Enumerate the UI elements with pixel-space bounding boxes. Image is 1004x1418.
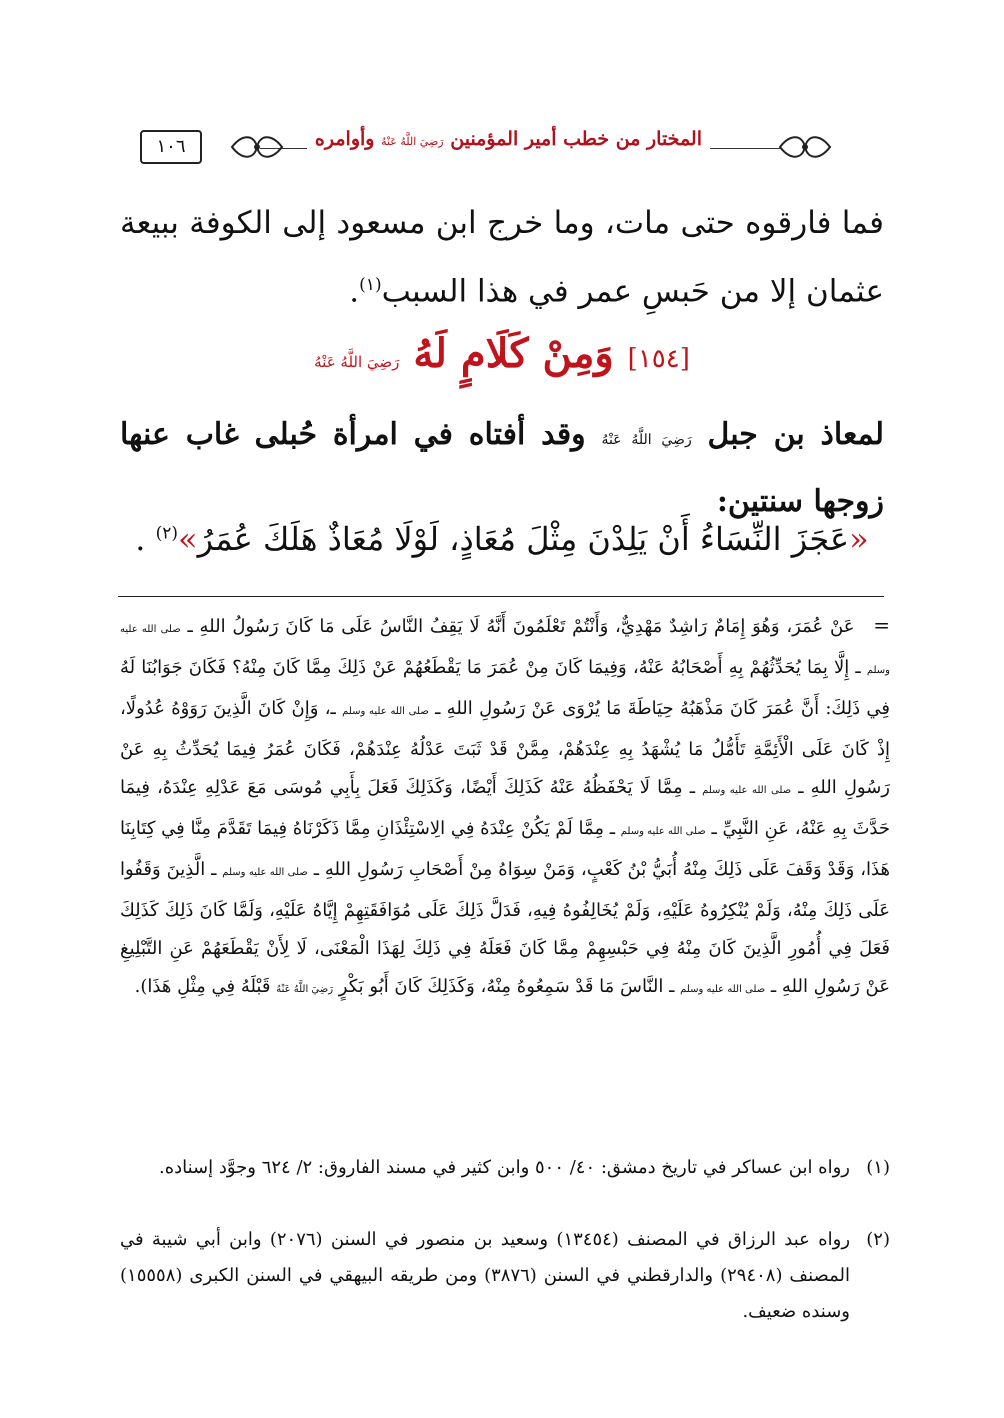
page-number: ١٠٦ — [140, 130, 202, 164]
running-title — [307, 128, 710, 150]
footnote-2 — [120, 1222, 890, 1330]
paragraph-text: فما فارقوه حتى مات، وما خرج ابن مسعود إلى الكوفة ببيعة عثمان إلا من حَبسِ عمر في هذا السبب — [120, 205, 884, 310]
footnote-number: (٢) — [866, 1229, 890, 1250]
footnote-text: رواه ابن عساكر في تاريخ دمشق: ٤٠/ ٥٠٠ وابن كثير في مسند الفاروق: ٢/ ٦٢٤ وجوَّد إسناده. — [158, 1157, 850, 1178]
ornament-right-icon — [776, 132, 834, 162]
salutation: صلى الله عليه وسلم — [120, 624, 890, 676]
salutation: صلى الله عليه وسلم — [222, 867, 308, 878]
intro-honorific: رَضِيَ اللَّهُ عَنْهُ — [601, 432, 692, 448]
footnote-text: ـ النَّاسَ مَا قَدْ سَمِعُوهُ مِنْهُ، وَكَذَلِكَ كَانَ أَبُو بَكْرٍ — [338, 976, 675, 997]
body-paragraph — [120, 192, 884, 322]
running-title-text: المختار من خطب أمير المؤمنين — [450, 128, 702, 150]
quote — [120, 520, 884, 558]
salutation: صلى الله عليه وسلم — [342, 706, 429, 717]
footnote-text: عَنْ عُمَرَ، وَهُوَ إِمَامٌ رَاشِدٌ مَهْدِيٌّ، وَأَنْتُمْ تَعْلَمُونَ أَنَّهُ لَا يَقِفُ النَّاسُ عَلَى مَا كَانَ رَسُولُ اللهِ ـ — [187, 616, 855, 637]
quote-text: عَجَزَ النِّسَاءُ أَنْ يَلِدْنَ مِثْلَ مُعَاذٍ، لَوْلَا مُعَاذٌ هَلَكَ عُمَرُ — [197, 520, 850, 558]
footnote-text: ـ مِمَّا لَمْ يَكُنْ عِنْدَهُ فِي الِاسْتِئْذَانِ مِمَّا ذَكَرْنَاهُ فِيمَا تَقَدَّمَ مِنَّا فِي كِتَابِنَا هَذَا، وَقَدْ وَقَفَ عَلَى ذَلِكَ مِنْهُ أُبَيُّ بْنُ كَعْبٍ، وَمَنْ سِوَاهُ مِنْ أَصْحَابِ رَسُولِ اللهِ ـ — [120, 818, 890, 880]
quote-end: . — [135, 520, 146, 558]
section-number: [١٥٤] — [627, 344, 690, 374]
quote-open-mark: « — [849, 520, 869, 558]
section-honorific: رَضِيَ اللَّهُ عَنْهُ — [314, 353, 400, 371]
ornament-left-icon — [228, 132, 286, 162]
footnote-1 — [120, 1150, 890, 1186]
paragraph-end: . — [349, 273, 360, 310]
footnote-text: ـ، وَإِنْ كَانَ الَّذِينَ رَوَوْهُ عُدُولًا، إِذْ كَانَ عَلَى الْأَئِمَّةِ تَأَمُّلُ مَا يُشْهَدُ بِهِ عِنْدَهُمْ، مِمَّنْ قَدْ ثَبَتَ عَدْلُهُ عِنْدَهُمْ، فَكَانَ عُمَرُ فِيمَا يُحَدِّثُ بِهِ عَنْ رَسُولِ اللهِ ـ — [120, 698, 890, 798]
running-title-honorific: رَضِيَ اللَّهُ عَنْهُ — [381, 135, 444, 148]
salutation: صلى الله عليه وسلم — [702, 785, 792, 796]
running-title-suffix: وأوامره — [314, 128, 375, 150]
footnote-ref: (١) — [359, 275, 382, 295]
section-heading — [120, 330, 884, 377]
footnote-text: ـ مِمَّا لَا يَحْفَظُهُ عَنْهُ كَذَلِكَ أَيْضًا، وَكَذَلِكَ فَعَلَ بِأَبِي مُوسَى مَعَ عَدْلِهِ عِنْدَهُ، فِيمَا حَدَّثَ بِهِ عَنْهُ، عَنِ النَّبِيِّ ـ — [120, 777, 890, 839]
footnote-number: (١) — [866, 1157, 890, 1178]
footnote-text: رواه عبد الرزاق في المصنف (١٣٤٥٤) وسعيد بن منصور في السنن (٢٠٧٦) وابن أبي شيبة في المصنف (٢٩٤٠٨) والدارقطني في السنن (٣٨٧٦) ومن طريقه البيهقي في السنن الكبرى (١٥٥٥٨) وسنده ضعيف. — [120, 1229, 851, 1322]
intro-text-2: وقد أفتاه في امرأة حُبلى غاب عنها زوجها سنتين: — [120, 417, 884, 519]
intro-text-1: لمعاذ بن جبل — [707, 417, 884, 452]
footnote-text: ـ الَّذِينَ وَقَفُوا عَلَى ذَلِكَ مِنْهُ، وَلَمْ يُنْكِرُوهُ عَلَيْهِ، وَلَمْ يُخَالِفُوهُ فِيهِ، فَدَلَّ ذَلِكَ عَلَى مُوَافَقَتِهِمْ إِيَّاهُ عَلَيْهِ، وَلَمَّا كَانَ ذَلِكَ كَذَلِكَ فَعَلَ فِي أُمُورِ الَّذِينَ كَانَ مِنْهُ فِي حَبْسِهِمْ مِمَّا كَانَ فَعَلَهُ فِي ذَلِكَ لِهَذَا الْمَعْنَى، لَا لِأَنْ يَقْطَعَهُمْ عَنِ التَّبْلِيغِ عَنْ رَسُولِ اللهِ ـ — [120, 859, 890, 997]
footnote-ref: (٢) — [155, 523, 179, 544]
salutation: صلى الله عليه وسلم — [620, 826, 706, 837]
page-header — [140, 128, 900, 172]
footnote-text: ـ إِلَّا بِمَا يُحَدِّثُهُمْ بِهِ أَصْحَابُهُ عَنْهُ، وَفِيمَا كَانَ مِنْ عُمَرَ مَا يَقْطَعُهُمْ عَنْ ذَلِكَ مِمَّا كَانَ مِنْهُ؟ فَكَانَ جَوَابُنَا لَهُ فِي ذَلِكَ: أَنَّ عُمَرَ كَانَ مَذْهَبُهُ حِيَاطَةَ مَا يُرْوَى عَنْ رَسُولِ اللهِ ـ — [120, 657, 890, 719]
footnote-divider — [118, 596, 884, 597]
honorific: رَضِيَ اللَّهُ عَنْهُ — [276, 984, 334, 995]
section-heading-text: وَمِنْ كَلَامٍ لَهُ — [413, 330, 614, 377]
footnote-text: قَبْلَهُ فِي مِثْلِ هَذَا). — [134, 976, 271, 997]
footnote-continued — [120, 606, 890, 1009]
salutation: صلى الله عليه وسلم — [680, 984, 766, 995]
quote-close-mark: » — [178, 520, 198, 558]
continuation-marker: = — [873, 613, 890, 637]
intro-paragraph — [120, 404, 884, 533]
